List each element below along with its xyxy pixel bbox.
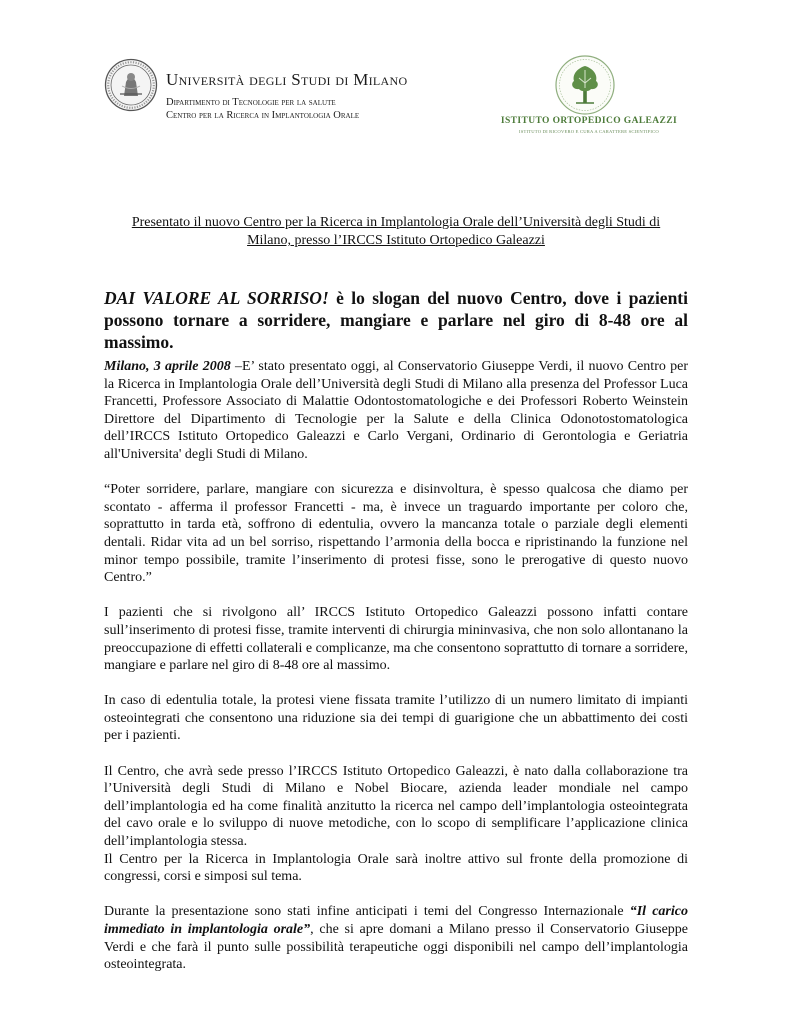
paragraph-2: “Poter sorridere, parlare, mangiare con sicurezza e disinvoltura, è spesso qualcosa che diamo per scontato - afferma il professor Francetti - ma, è invece un traguardo importante per coloro che, soprattutto in tarda età, soffrono di edentulia, ovvero la mancanza totale o parziale degli elementi dentali. Ridar vita ad un bel sorriso, rispettando l’armonia della bocca e ripristinando la funzione nel minor tempo possibile, tramite l’inserimento di protesi fisse, sono le prerogative di questo nuovo Centro.” — [104, 482, 688, 586]
university-name: Università degli Studi di Milano — [166, 70, 408, 89]
university-header — [104, 56, 484, 126]
centre-name: Centro per la Ricerca in Implantologia Orale — [166, 110, 360, 121]
paragraph-7: Durante la presentazione sono stati infine anticipati i temi del Congresso Internazionale “Il carico immediato in implantologia orale”, che si apre domani a Milano presso il Conservatorio Giuseppe Verdi e che farà il punto sulle possibilità terapeutiche oggi disponibili nel campo dell’implantologia osteointegrata. — [104, 904, 689, 973]
headline — [104, 287, 688, 353]
department-name: Dipartimento di Tecnologie per la salute — [166, 97, 336, 108]
congress-title: “Il carico immediato in implantologia orale” — [104, 904, 688, 937]
paragraph-6: Il Centro per la Ricerca in Implantologia Orale sarà inoltre attivo sul fronte della promozione di congressi, corsi e simposi sul tema. — [104, 851, 688, 885]
university-seal-icon — [104, 58, 158, 112]
institute-logo — [492, 54, 688, 144]
press-release-subtitle — [104, 214, 688, 250]
institute-name: ISTITUTO ORTOPEDICO GALEAZZI — [500, 116, 678, 126]
subtitle-line-1: Presentato il nuovo Centro per la Ricerca in Implantologia Orale dell’Università degli Studi di — [131, 215, 661, 230]
headline-text: è lo slogan del nuovo Centro, dove i pazienti possono tornare a sorridere, mangiare e parlare nel giro di 8-48 ore al massimo. — [104, 288, 688, 352]
dateline: Milano, 3 aprile 2008 — [104, 359, 231, 374]
slogan: DAI VALORE AL SORRISO! — [104, 288, 329, 308]
tree-icon — [554, 54, 616, 116]
article-body — [104, 358, 688, 991]
paragraph-3: I pazienti che si rivolgono all’ IRCCS Istituto Ortopedico Galeazzi possono infatti contare sull’inserimento di protesi fisse, tramite interventi di chirurgia mininvasiva, che non solo allontanano la preoccupazione di effetti collaterali e complicanze, ma che consentono soprattutto di tornare a sorridere, mangiare e parlare nel giro di 8-48 ore al massimo. — [104, 605, 688, 674]
paragraph-4: In caso di edentulia totale, la protesi viene fissata tramite l’utilizzo di un numero limitato di impianti osteointegrati che consentono una riduzione sia dei tempi di guarigione che un abbattimento dei costi per i pazienti. — [104, 693, 688, 744]
paragraph-5: Il Centro, che avrà sede presso l’IRCCS Istituto Ortopedico Galeazzi, è nato dalla collaborazione tra l’Università degli Studi di Milano e Nobel Biocare, azienda leader mondiale nel campo dell’implantologia ed ha come finalità anzitutto la ricerca nel campo dell’implantologia osteointegrata del cavo orale e lo sviluppo di nuove metodiche, con lo scopo di semplificare l’applicazione clinica dell’implantologia stessa. — [104, 763, 688, 850]
institute-tagline: ISTITUTO DI RICOVERO E CURA A CARATTERE SCIENTIFICO — [519, 129, 659, 134]
paragraph-1: Milano, 3 aprile 2008 –E’ stato presentato oggi, al Conservatorio Giuseppe Verdi, il nuovo Centro per la Ricerca in Implantologia Orale dell’Università degli Studi di Milano alla presenza del Professor Luca Francetti, Professore Associato di Malattie Odontostomatologiche e dei Professori Roberto Weinstein Direttore del Dipartimento di Tecnologie per la Salute e della Clinica Odonotostomatologica dell’IRCCS Istituto Ortopedico Galeazzi e Carlo Vergani, Ordinario di Gerontologia e Geriatria all'Universita' degli Studi di Milano. — [104, 359, 688, 462]
subtitle-line-2: Milano, presso l’IRCCS Istituto Ortopedico Galeazzi — [247, 233, 545, 248]
